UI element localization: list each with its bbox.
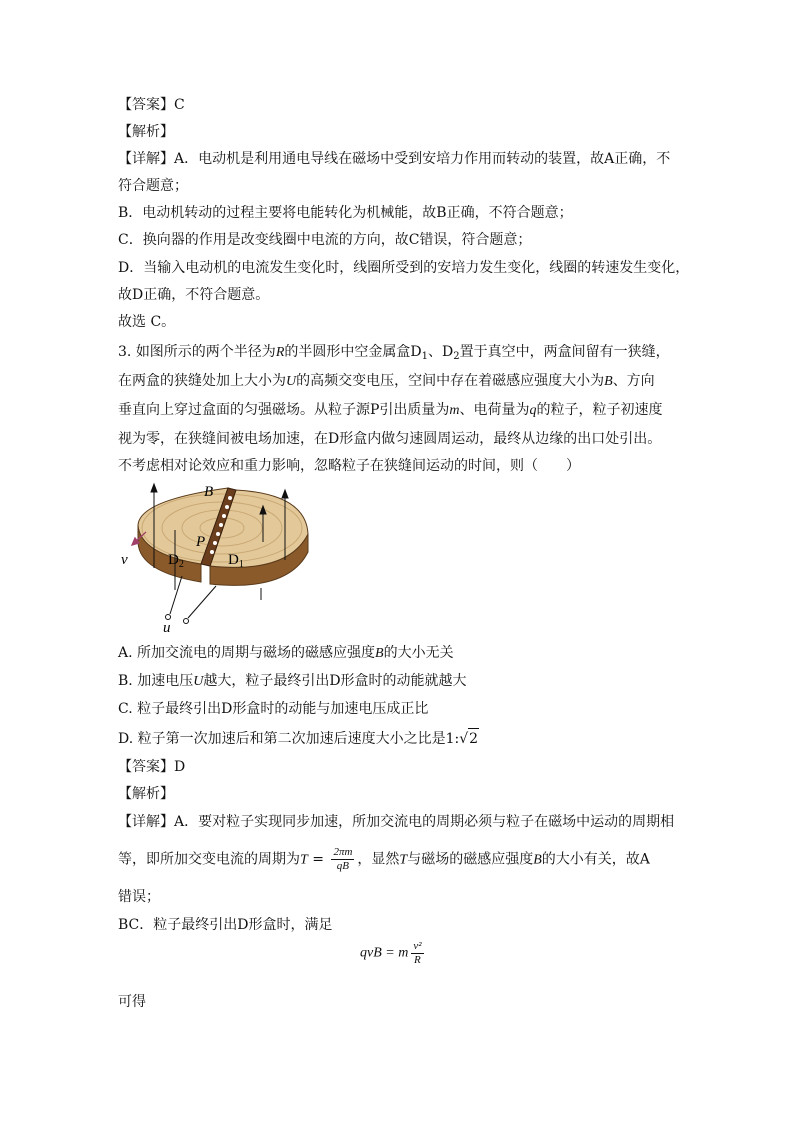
q2-detail-d-line2: 故D正确，不符合题意。 bbox=[118, 287, 270, 303]
q3-text: 的高频交变电压，空间中存在着磁感应强度大小为 bbox=[296, 373, 605, 389]
var-R: R bbox=[275, 345, 285, 360]
var-B: B bbox=[533, 852, 542, 868]
q3-text: 置于真空中，两盒间留有一狭缝， bbox=[459, 344, 670, 360]
option-a-text: A. 所加交流电的周期与磁场的磁感应强度 bbox=[118, 645, 376, 661]
option-b-text2: 越大，粒子最终引出D形盒时的动能就越大 bbox=[203, 673, 467, 689]
q2-conclusion: 故选 C。 bbox=[118, 314, 176, 330]
option-a bbox=[118, 643, 454, 664]
q3-detail-text: 与磁场的磁感应强度 bbox=[407, 851, 534, 868]
equation-qvb bbox=[360, 940, 427, 967]
var-q: q bbox=[529, 403, 537, 418]
q3-answer: 【答案】D bbox=[118, 759, 186, 775]
var-D2: $D_2$ bbox=[441, 344, 460, 362]
q3-text: 如图所示的两个半径为 bbox=[135, 344, 276, 360]
q3-text: 、方向 bbox=[612, 373, 655, 389]
q2-analysis-label: 【解析】 bbox=[118, 124, 174, 140]
q2-detail-a-text: A．电动机是利用通电导线在磁场中受到安培力作用而转动的装置，故A正确，不 bbox=[174, 151, 671, 167]
q3-text: 的粒子，粒子初速度 bbox=[536, 402, 663, 418]
var-T: T bbox=[399, 852, 408, 868]
q2-detail-d-line1: D．当输入电动机的电流发生变化时，线圈所受到的安培力发生变化，线圈的转速发生变化， bbox=[118, 260, 690, 276]
q3-separator: 、 bbox=[427, 344, 442, 360]
q3-detail-line3: 错误； bbox=[118, 889, 160, 905]
option-b-text: B. 加速电压 bbox=[118, 673, 194, 689]
option-d-text: D. 粒子第一次加速后和第二次加速后速度大小之比是 bbox=[118, 731, 446, 747]
q3-detail-text: 等，即所加交变电流的周期为 bbox=[118, 851, 300, 868]
q2-answer: 【答案】C bbox=[118, 97, 185, 113]
q3-detail-text: 的大小有关，故A bbox=[541, 851, 650, 868]
equation-fraction: $\frac{\text{v²}}{R}$ bbox=[413, 940, 422, 966]
var-D1: $D_1$ bbox=[410, 344, 428, 362]
q3-detail-text: A．要对粒子实现同步加速，所加交流电的周期必须与粒子在磁场中运动的周期相 bbox=[174, 814, 675, 830]
q2-detail-label: 【详解】 bbox=[118, 151, 174, 167]
q3-detail-text: ，显然 bbox=[357, 851, 400, 868]
figure-label-d2: $D_2$ bbox=[168, 552, 184, 570]
period-fraction: $\frac{2\pi m}{qB}$ bbox=[333, 846, 353, 872]
q3-detail-line5: 可得 bbox=[118, 994, 146, 1010]
sqrt-symbol: √2 bbox=[459, 728, 479, 749]
q3-stem-line4: 视为零，在狭缝间被电场加速，在D形盒内做匀速圆周运动，最终从边缘的出口处引出。 bbox=[118, 431, 662, 447]
q3-detail-line2 bbox=[118, 846, 650, 873]
q2-detail-a-line1 bbox=[118, 149, 670, 169]
var-B: B bbox=[604, 374, 613, 389]
var-T: T bbox=[300, 852, 308, 868]
var-B: B bbox=[375, 646, 384, 661]
equation-left: qvB = m bbox=[360, 945, 409, 961]
cyclotron-figure bbox=[118, 480, 348, 635]
q2-detail-a-line2: 符合题意； bbox=[118, 178, 188, 194]
option-d-ratio: 1: bbox=[445, 731, 460, 747]
q3-detail-line1 bbox=[118, 812, 674, 832]
figure-label-v: v bbox=[121, 552, 128, 568]
figure-label-p: P bbox=[196, 534, 206, 550]
figure-label-b: B bbox=[204, 484, 214, 500]
var-U: U bbox=[193, 674, 204, 689]
q3-stem-line5: 不考虑相对论效应和重力影响，忽略粒子在狭缝间运动的时间，则（ ） bbox=[118, 458, 580, 474]
equals-sign: = bbox=[307, 851, 329, 868]
q3-text: 垂直向上穿过盒面的匀强磁场。从粒子源P引出质量为 bbox=[118, 402, 450, 418]
figure-label-d1: $D_1$ bbox=[228, 552, 244, 570]
q3-analysis-label: 【解析】 bbox=[118, 786, 174, 802]
option-a-text2: 的大小无关 bbox=[383, 645, 454, 661]
wires bbox=[166, 576, 217, 624]
q3-text: 、电荷量为 bbox=[459, 402, 530, 418]
q2-detail-b: B．电动机转动的过程主要将电能转化为机械能，故B正确，不符合题意； bbox=[118, 205, 573, 221]
q3-detail-label: 【详解】 bbox=[118, 814, 174, 830]
q3-number: 3. bbox=[118, 344, 132, 360]
var-U: U bbox=[286, 374, 297, 389]
var-m: m bbox=[449, 403, 460, 418]
option-d bbox=[118, 728, 479, 749]
q3-stem-line1 bbox=[118, 342, 670, 367]
q3-stem-line3 bbox=[118, 400, 663, 421]
q3-stem-line2 bbox=[118, 371, 655, 392]
q3-text: 在两盒的狭缝处加上大小为 bbox=[118, 373, 286, 389]
figure-label-u: u bbox=[163, 620, 171, 635]
option-c: C. 粒子最终引出D形盒时的动能与加速电压成正比 bbox=[118, 701, 429, 717]
q2-detail-c: C．换向器的作用是改变线圈中电流的方向，故C错误，符合题意； bbox=[118, 232, 532, 248]
q3-text: 的半圆形中空金属盒 bbox=[284, 344, 411, 360]
q3-detail-line4: BC．粒子最终引出D形盒时，满足 bbox=[118, 917, 333, 933]
option-b bbox=[118, 671, 467, 692]
